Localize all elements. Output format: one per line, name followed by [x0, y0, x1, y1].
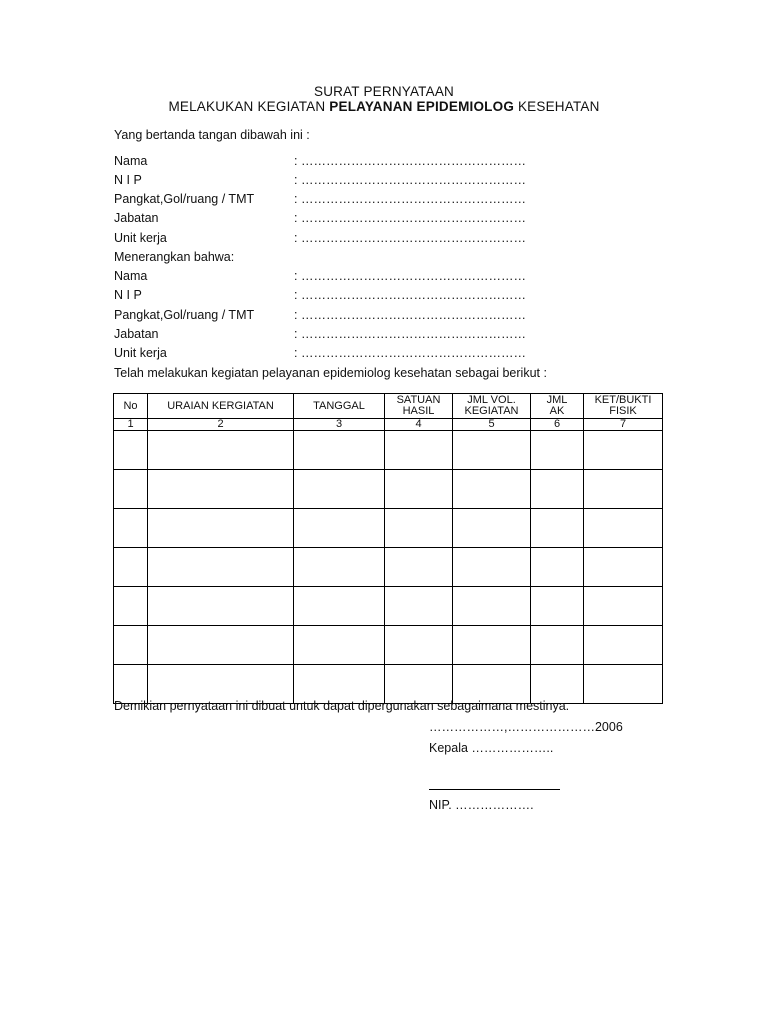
- signer-jabatan-field[interactable]: : ………………………………………………: [294, 211, 526, 225]
- subtitle-prefix: MELAKUKAN KEGIATAN: [168, 99, 330, 114]
- table-cell[interactable]: [114, 665, 148, 704]
- table-cell[interactable]: [148, 587, 294, 626]
- header-tanggal: TANGGAL: [294, 394, 385, 419]
- table-row[interactable]: [114, 665, 663, 704]
- table-cell[interactable]: [148, 509, 294, 548]
- table-cell[interactable]: [453, 626, 531, 665]
- col-number: 4: [385, 419, 453, 431]
- table-cell[interactable]: [114, 470, 148, 509]
- table-cell[interactable]: [114, 626, 148, 665]
- signer-unit-field[interactable]: : ………………………………………………: [294, 231, 526, 245]
- table-cell[interactable]: [114, 587, 148, 626]
- col-number: 5: [453, 419, 531, 431]
- table-cell[interactable]: [453, 548, 531, 587]
- col-number: 6: [531, 419, 584, 431]
- table-cell[interactable]: [453, 587, 531, 626]
- signer-pangkat-label: Pangkat,Gol/ruang / TMT: [114, 192, 255, 206]
- subject-jabatan-label: Jabatan: [114, 327, 159, 341]
- table-cell[interactable]: [453, 470, 531, 509]
- subject-jabatan-field[interactable]: : ………………………………………………: [294, 327, 526, 341]
- table-row[interactable]: [114, 626, 663, 665]
- col-number: 3: [294, 419, 385, 431]
- signer-nip-label: N I P: [114, 173, 142, 187]
- document-subtitle: [0, 99, 768, 114]
- table-cell[interactable]: [148, 548, 294, 587]
- closing-statement: Demikian pernyataan ini dibuat untuk dapat dipergunakan sebagaimana mestinya.: [114, 699, 570, 713]
- table-cell[interactable]: [453, 509, 531, 548]
- table-cell[interactable]: [385, 587, 453, 626]
- table-cell[interactable]: [294, 665, 385, 704]
- document-title: SURAT PERNYATAAN: [314, 84, 454, 99]
- table-cell[interactable]: [148, 431, 294, 470]
- subject-nip-field[interactable]: : ………………………………………………: [294, 288, 526, 302]
- table-cell[interactable]: [531, 470, 584, 509]
- place-date-field[interactable]: ………………,…………………2006: [429, 720, 623, 734]
- table-intro: Telah melakukan kegiatan pelayanan epidemiolog kesehatan sebagai berikut :: [114, 366, 547, 380]
- table-cell[interactable]: [584, 548, 663, 587]
- signer-name-field[interactable]: : ………………………………………………: [294, 154, 526, 168]
- table-cell[interactable]: [385, 548, 453, 587]
- table-cell[interactable]: [584, 431, 663, 470]
- header-satuan: SATUAN HASIL: [385, 394, 453, 419]
- table-cell[interactable]: [453, 665, 531, 704]
- intro-text: Yang bertanda tangan dibawah ini :: [114, 128, 310, 142]
- table-cell[interactable]: [453, 431, 531, 470]
- table-cell[interactable]: [385, 626, 453, 665]
- table-header-row: [114, 394, 663, 419]
- signer-name-label: Nama: [114, 154, 148, 168]
- table-cell[interactable]: [114, 548, 148, 587]
- kepala-field[interactable]: Kepala ………………..: [429, 741, 554, 755]
- table-cell[interactable]: [385, 470, 453, 509]
- col-number: 2: [148, 419, 294, 431]
- signer-pangkat-field[interactable]: : ………………………………………………: [294, 192, 526, 206]
- table-cell[interactable]: [531, 431, 584, 470]
- table-cell[interactable]: [385, 431, 453, 470]
- signer-nip-field[interactable]: : ………………………………………………: [294, 173, 526, 187]
- table-cell[interactable]: [584, 665, 663, 704]
- table-cell[interactable]: [294, 587, 385, 626]
- table-row[interactable]: [114, 548, 663, 587]
- header-jml-ak: JML AK: [531, 394, 584, 419]
- table-row[interactable]: [114, 431, 663, 470]
- subject-nip-label: N I P: [114, 288, 142, 302]
- menerangkan-heading: Menerangkan bahwa:: [114, 250, 235, 264]
- table-cell[interactable]: [294, 470, 385, 509]
- table-cell[interactable]: [294, 548, 385, 587]
- table-row[interactable]: [114, 587, 663, 626]
- header-no: No: [114, 394, 148, 419]
- table-cell[interactable]: [148, 470, 294, 509]
- table-cell[interactable]: [114, 431, 148, 470]
- table-row[interactable]: [114, 509, 663, 548]
- table-cell[interactable]: [584, 587, 663, 626]
- subtitle-suffix: KESEHATAN: [514, 99, 600, 114]
- table-cell[interactable]: [584, 509, 663, 548]
- header-jml-vol: JML VOL. KEGIATAN: [453, 394, 531, 419]
- subject-pangkat-label: Pangkat,Gol/ruang / TMT: [114, 308, 255, 322]
- subject-name-label: Nama: [114, 269, 148, 283]
- col-number: 1: [114, 419, 148, 431]
- table-cell[interactable]: [531, 626, 584, 665]
- table-cell[interactable]: [531, 587, 584, 626]
- table-cell[interactable]: [584, 626, 663, 665]
- table-cell[interactable]: [385, 665, 453, 704]
- signer-unit-label: Unit kerja: [114, 231, 167, 245]
- table-cell[interactable]: [531, 548, 584, 587]
- table-cell[interactable]: [294, 431, 385, 470]
- subject-name-field[interactable]: : ………………………………………………: [294, 269, 526, 283]
- table-number-row: [114, 419, 663, 431]
- subject-pangkat-field[interactable]: : ………………………………………………: [294, 308, 526, 322]
- table-cell[interactable]: [294, 626, 385, 665]
- signature-line: [429, 789, 560, 790]
- table-cell[interactable]: [584, 470, 663, 509]
- header-uraian: URAIAN KERGIATAN: [148, 394, 294, 419]
- signer-jabatan-label: Jabatan: [114, 211, 159, 225]
- table-cell[interactable]: [148, 665, 294, 704]
- table-cell[interactable]: [385, 509, 453, 548]
- subtitle-bold: PELAYANAN EPIDEMIOLOG: [329, 99, 515, 114]
- table-cell[interactable]: [114, 509, 148, 548]
- col-number: 7: [584, 419, 663, 431]
- nip-field[interactable]: NIP. ……………….: [429, 798, 534, 812]
- table-row[interactable]: [114, 470, 663, 509]
- table-cell[interactable]: [531, 509, 584, 548]
- table-cell[interactable]: [294, 509, 385, 548]
- activity-table: [113, 393, 663, 704]
- table-cell[interactable]: [531, 665, 584, 704]
- table-cell[interactable]: [148, 626, 294, 665]
- subject-unit-label: Unit kerja: [114, 346, 167, 360]
- header-ket: KET/BUKTI FISIK: [584, 394, 663, 419]
- subject-unit-field[interactable]: : ………………………………………………: [294, 346, 526, 360]
